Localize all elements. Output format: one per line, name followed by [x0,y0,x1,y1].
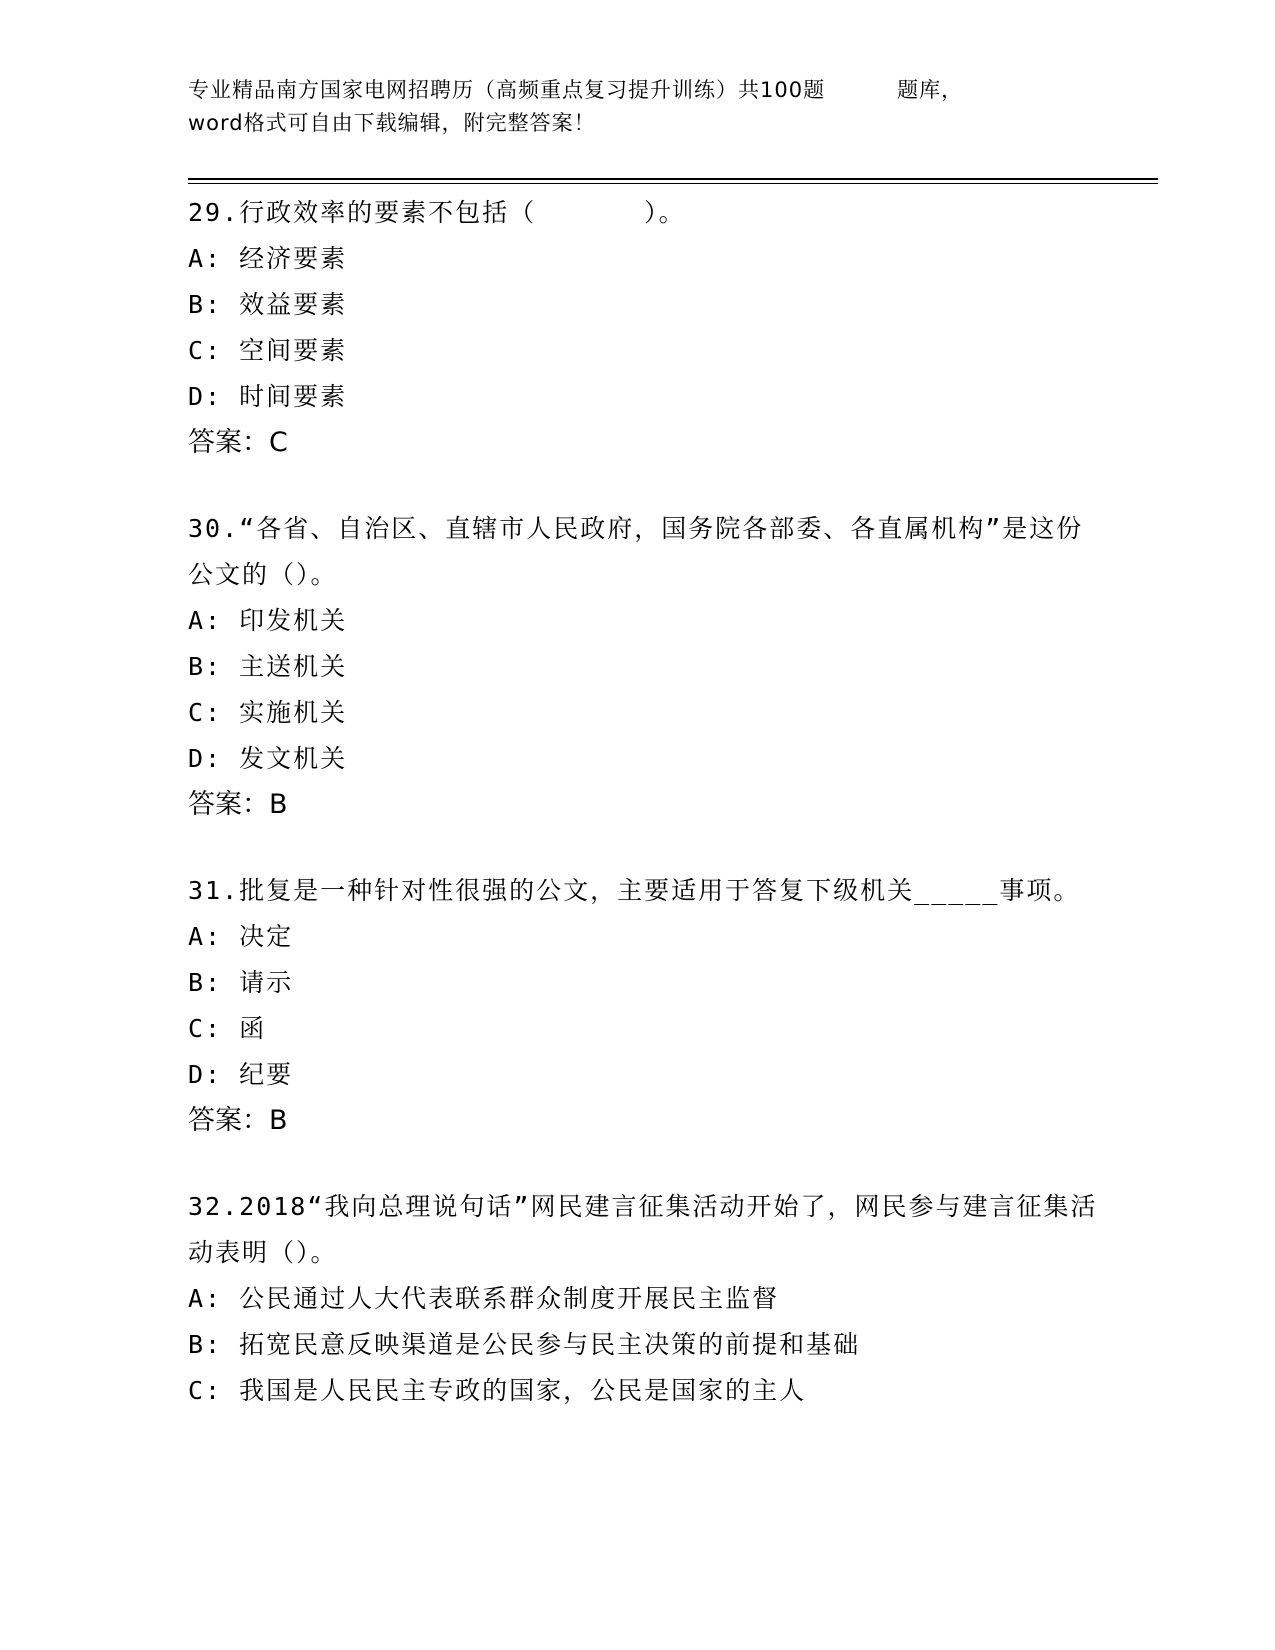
option-c: C: 空间要素 [188,336,348,365]
question-text: 32.2018“我向总理说句话”网民建言征集活动开始了，网民参与建言征集活动表明（）。 [188,1192,1098,1267]
question-list [188,190,1108,1454]
option-c: C: 实施机关 [188,698,348,727]
header-divider-thick [188,178,1158,180]
option-d: D: 时间要素 [188,382,348,411]
option-a: A: 印发机关 [188,606,348,635]
question-31 [188,868,1108,1144]
question-32 [188,1184,1108,1414]
answer-label: 答案：B [188,1105,288,1136]
header-title-suffix: 题库， [897,78,964,102]
option-a: A: 公民通过人大代表联系群众制度开展民主监督 [188,1284,780,1313]
option-c: C: 我国是人民民主专政的国家，公民是国家的主人 [188,1376,807,1405]
header-line-1 [188,74,1088,107]
answer-label: 答案：C [188,427,288,458]
option-b: B: 效益要素 [188,290,348,319]
option-d: D: 发文机关 [188,744,348,773]
option-a: A: 决定 [188,922,294,951]
option-d: D: 纪要 [188,1060,294,1089]
question-30 [188,506,1108,828]
option-b: B: 主送机关 [188,652,348,681]
header-title: 专业精品南方国家电网招聘历（高频重点复习提升训练）共100题 [188,78,826,102]
header-divider-thin [188,183,1158,184]
option-a: A: 经济要素 [188,244,348,273]
document-header [188,74,1088,140]
answer-label: 答案：B [188,789,288,820]
question-text: 30.“各省、自治区、直辖市人民政府，国务院各部委、各直属机构”是这份公文的（）。 [188,514,1084,589]
header-line-2: word格式可自由下载编辑，附完整答案！ [188,111,596,135]
option-b: B: 拓宽民意反映渠道是公民参与民主决策的前提和基础 [188,1330,861,1359]
option-c: C: 函 [188,1014,267,1043]
option-b: B: 请示 [188,968,294,997]
question-text: 29.行政效率的要素不包括（ ）。 [188,198,686,227]
question-text: 31.批复是一种针对性很强的公文，主要适用于答复下级机关_____事项。 [188,876,1081,905]
question-29 [188,190,1108,466]
